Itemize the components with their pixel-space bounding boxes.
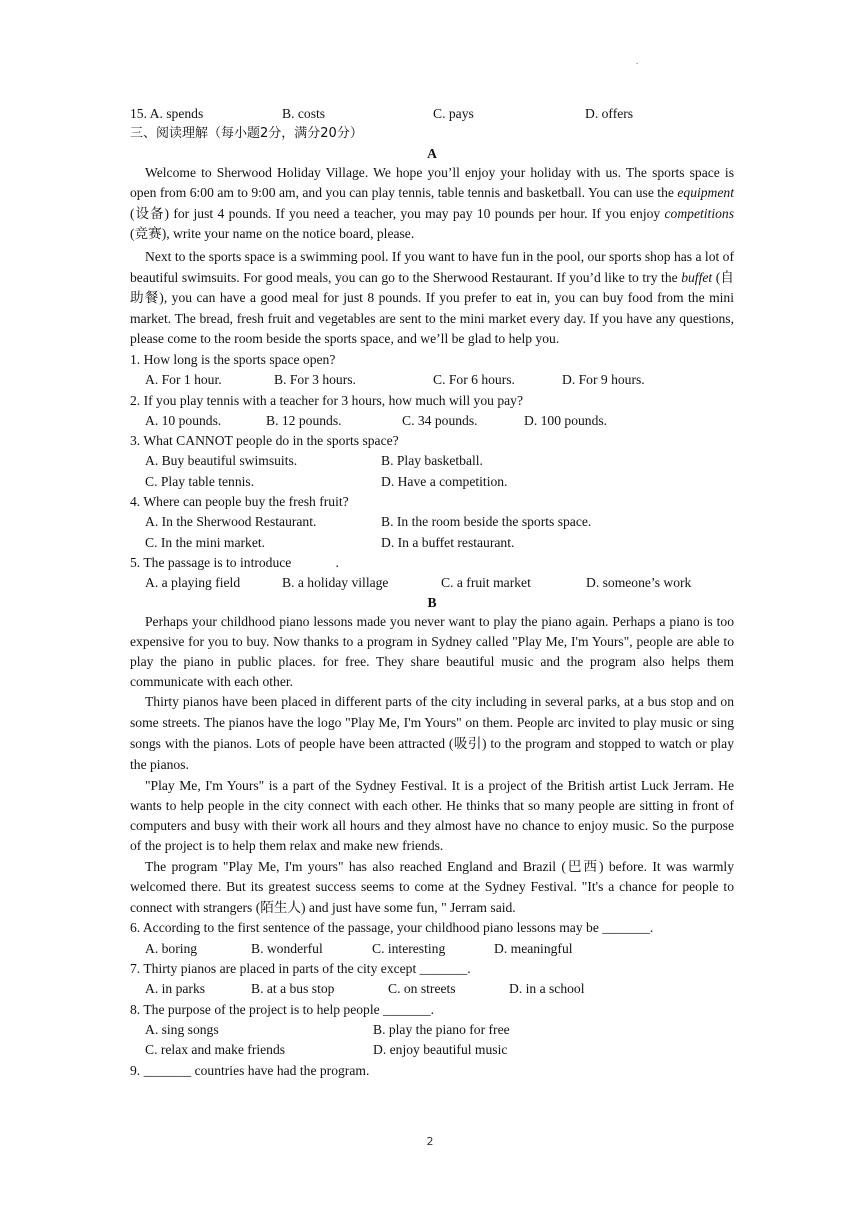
option-b: B. In the room beside the sports space. [381,514,592,530]
option-d: D. For 9 hours. [562,372,645,388]
question-9: 9. _______ countries have had the program. [130,1062,370,1078]
passage-b-label: B [427,594,437,610]
option-b: B. For 3 hours. [274,372,356,388]
passage-b-paragraph-4: The program "Play Me, I'm yours" has also reached England and Brazil (巴西) before. It was warmly welcomed there. But its greatest success seems to come at the Sydney Festival. "It's a chance for people to connect with strangers (陌生人) and just have some fun, " Jerram said. [130,858,734,915]
passage-b-paragraph-1: Perhaps your childhood piano lessons made you never want to play the piano again. Perhaps a piano is too expensive for you to buy. Now thanks to a program in Sydney called "Play Me, I'm Yours", people are able to play the piano in public places. for free. They share beautiful music and the program also helps them communicate with each other. [130,613,734,690]
question-4-options-row-1 [130,512,734,532]
question-1-options [130,370,734,390]
passage-a-label: A [427,145,437,161]
question-5: 5. The passage is to introduce . [130,554,339,570]
option-c: C. 34 pounds. [402,412,478,428]
italic-term: competitions [664,205,734,221]
option-a: A. in parks [145,981,206,997]
option-b: B. costs [282,106,326,121]
text: Welcome to Sherwood Holiday Village. We hope you’ll enjoy your holiday with us. The sports space is open from 6:00 am to 9:00 am, and you can play tennis, table tennis and basketball. You can use the [130,164,734,201]
passage-b-paragraph-2: Thirty pianos have been placed in different parts of the city including in several parks, at a bus stop and on some streets. The pianos have the logo "Play Me, I'm Yours" on them. People arc invited to play music or sing songs with the pianos. Lots of people have been attracted (吸引) to the program and stopped to watch or play the pianos. [130,694,734,772]
option-b: B. at a bus stop [251,981,335,997]
question-4: 4. Where can people buy the fresh fruit? [130,494,349,510]
option-c: C. Play table tennis. [145,473,255,489]
option-b: B. 12 pounds. [266,412,342,428]
exam-page [130,104,734,1081]
question-8-options-row-2 [130,1040,734,1060]
question-2: 2. If you play tennis with a teacher for 3 hours, how much will you pay? [130,392,523,408]
option-d: D. in a school [509,981,585,997]
option-d: D. 100 pounds. [524,412,608,428]
option-b: B. play the piano for free [373,1021,510,1037]
option-c: C. interesting [372,940,446,956]
passage-a-paragraph-1 [130,163,734,245]
question-7-options [130,979,734,999]
option-d: D. meaningful [494,940,573,956]
italic-term: equipment [677,185,734,201]
option-b: B. Play basketball. [381,453,483,469]
option-c: C. on streets [388,981,456,997]
option-a: A. sing songs [145,1021,219,1037]
text: Next to the sports space is a swimming pool. If you want to have fun in the pool, our sports shop has a lot of beautiful swimsuits. For good meals, you can go to the Sherwood Restaurant. If you’d like to try the [130,248,734,285]
option-b: B. wonderful [251,940,323,956]
question-2-options [130,411,734,431]
question-6-options [130,939,734,959]
option-d: D. Have a competition. [381,473,508,489]
option-c: C. relax and make friends [145,1042,286,1058]
text: (设备) for just 4 pounds. If you need a teacher, you may pay 10 pounds per hour. If you enjoy [130,205,665,221]
option-c: C. pays [433,106,474,121]
option-a: A. Buy beautiful swimsuits. [145,453,298,469]
option-a: 15. A. spends [130,106,204,121]
option-c: C. a fruit market [441,575,531,591]
option-a: A. a playing field [145,575,241,591]
passage-b-paragraph-3: "Play Me, I'm Yours" is a part of the Sydney Festival. It is a project of the British artist Luck Jerram. He wants to help people in the city connect with each other. He thinks that so many people are sitting in front of computers and busy with their work all hours and they almost have no chance to enjoy music. So the purpose of the project is to help them relax and make new friends. [130,777,734,854]
text: (竞赛), write your name on the notice board, please. [130,226,415,242]
question-6: 6. According to the first sentence of the passage, your childhood piano lessons may be _______. [130,920,654,936]
option-a: A. boring [145,940,198,956]
page-number: 2 [426,1135,434,1148]
option-c: C. For 6 hours. [433,372,515,388]
question-1: 1. How long is the sports space open? [130,351,336,367]
question-8-options-row-1 [130,1020,734,1040]
question-15 [130,104,734,124]
option-d: D. offers [585,106,634,121]
option-a: A. In the Sherwood Restaurant. [145,514,317,530]
text: (自助餐), you can have a good meal for just 8 pounds. If you prefer to eat in, you can buy food from the mini market. The bread, fresh fruit and vegetables are sent to the mini market every day. If you have any questions, please come to the room beside the sports space, and we’ll be glad to help you. [130,269,734,347]
header-mark: . [636,56,639,66]
question-7: 7. Thirty pianos are placed in parts of the city except _______. [130,961,471,977]
italic-term: buffet [681,269,713,285]
option-c: C. In the mini market. [145,534,266,550]
option-d: D. enjoy beautiful music [373,1042,508,1058]
option-b: B. a holiday village [282,575,389,591]
question-4-options-row-2 [130,533,734,553]
passage-a-paragraph-2 [130,247,734,350]
option-d: D. someone’s work [586,575,692,591]
question-3-options-row-2 [130,472,734,492]
question-3: 3. What CANNOT people do in the sports space? [130,433,399,449]
question-8: 8. The purpose of the project is to help people _______. [130,1001,435,1017]
section-title: 三、阅读理解（每小题2分，满分20分） [130,126,363,142]
question-3-options-row-1 [130,451,734,471]
option-a: A. 10 pounds. [145,412,222,428]
option-d: D. In a buffet restaurant. [381,534,515,550]
option-a: A. For 1 hour. [145,372,222,388]
question-5-options [130,573,734,593]
